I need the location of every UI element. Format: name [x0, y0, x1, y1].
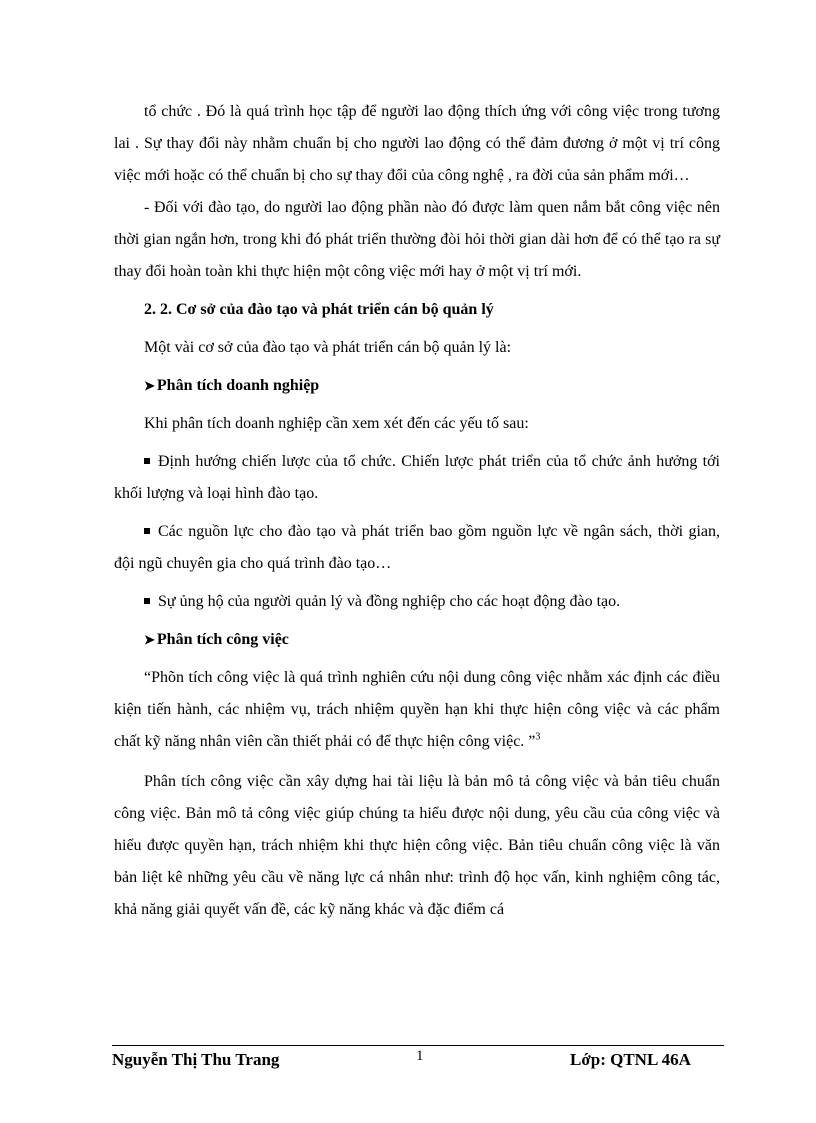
footer-class: Lớp: QTNL 46A [570, 1050, 691, 1069]
footer-author: Nguyễn Thị Thu Trang [112, 1050, 280, 1069]
footer-divider [112, 1045, 724, 1046]
arrow-bullet-icon: ➤ [144, 632, 155, 647]
list-item-text: Các nguồn lực cho đào tạo và phát triển bao gồm nguồn lực về ngân sách, thời gian, đội ngũ chuyên gia cho quá trình đào tạo… [114, 523, 720, 572]
paragraph-training-comparison: - Đối với đào tạo, do người lao động phần nào đó được làm quen nắm bắt công việc nên thời gian ngắn hơn, trong khi đó phát triển thường đòi hỏi thời gian dài hơn để có thể tạo ra sự thay đổi hoàn toàn khi thực hiện một công việc mới hay ở một vị trí mới. [114, 199, 720, 280]
page-number: 1 [416, 1048, 424, 1064]
arrow-bullet-icon: ➤ [144, 378, 155, 393]
subheading-text: Phân tích công việc [156, 631, 289, 648]
subheading-text: Phân tích doanh nghiệp [156, 377, 320, 394]
list-item-text: Định hướng chiến lược của tổ chức. Chiến lược phát triển của tổ chức ảnh hưởng tới khối lượng và loại hình đào tạo. [114, 453, 720, 502]
subheading-job-analysis [114, 624, 720, 656]
quote-text: “Phõn tích công việc là quá trình nghiên cứu nội dung công việc nhằm xác định các điều kiện tiến hành, các nhiệm vụ, trách nhiệm quyền hạn khi thực hiện công việc và các phẩm chất kỹ năng nhân viên cần thiết phải có để thực hiện công việc. ” [114, 669, 720, 750]
square-bullet-icon [144, 458, 150, 464]
list-item [114, 516, 720, 580]
list-item [114, 586, 720, 618]
footnote-marker: 3 [535, 731, 541, 743]
section-heading: 2. 2. Cơ sở của đào tạo và phát triển cán bộ quản lý [144, 301, 494, 318]
paragraph-job-analysis-quote [114, 662, 720, 758]
subheading-enterprise-analysis [114, 370, 720, 402]
square-bullet-icon [144, 528, 150, 534]
paragraph-continuation: tổ chức . Đó là quá trình học tập để người lao động thích ứng với công việc trong tương lai . Sự thay đổi này nhằm chuẩn bị cho người lao động có thể đảm đương ở một vị trí công việc mới hoặc có thể chuẩn bị cho sự thay đổi của công nghệ , ra đời của sản phẩm mới… [114, 103, 720, 184]
list-item-text: Sự ủng hộ của người quản lý và đồng nghiệp cho các hoạt động đào tạo. [158, 593, 621, 610]
square-bullet-icon [144, 598, 150, 604]
list-item [114, 446, 720, 510]
paragraph-intro-bases: Một vài cơ sở của đào tạo và phát triển cán bộ quản lý là: [144, 339, 512, 356]
paragraph-job-documents: Phân tích công việc cần xây dựng hai tài liệu là bản mô tả công việc và bản tiêu chuẩn công việc. Bản mô tả công việc giúp chúng ta hiểu được nội dung, yêu cầu của công việc và hiểu được quyền hạn, trách nhiệm khi thực hiện công việc. Bản tiêu chuẩn công việc là văn bản liệt kê những yêu cầu về năng lực cá nhân như: trình độ học vấn, kinh nghiệm công tác, khả năng giải quyết vấn đề, các kỹ năng khác và đặc điểm cá [114, 773, 720, 918]
document-body [114, 96, 720, 926]
paragraph-enterprise-factors: Khi phân tích doanh nghiệp cần xem xét đến các yếu tố sau: [144, 415, 529, 432]
